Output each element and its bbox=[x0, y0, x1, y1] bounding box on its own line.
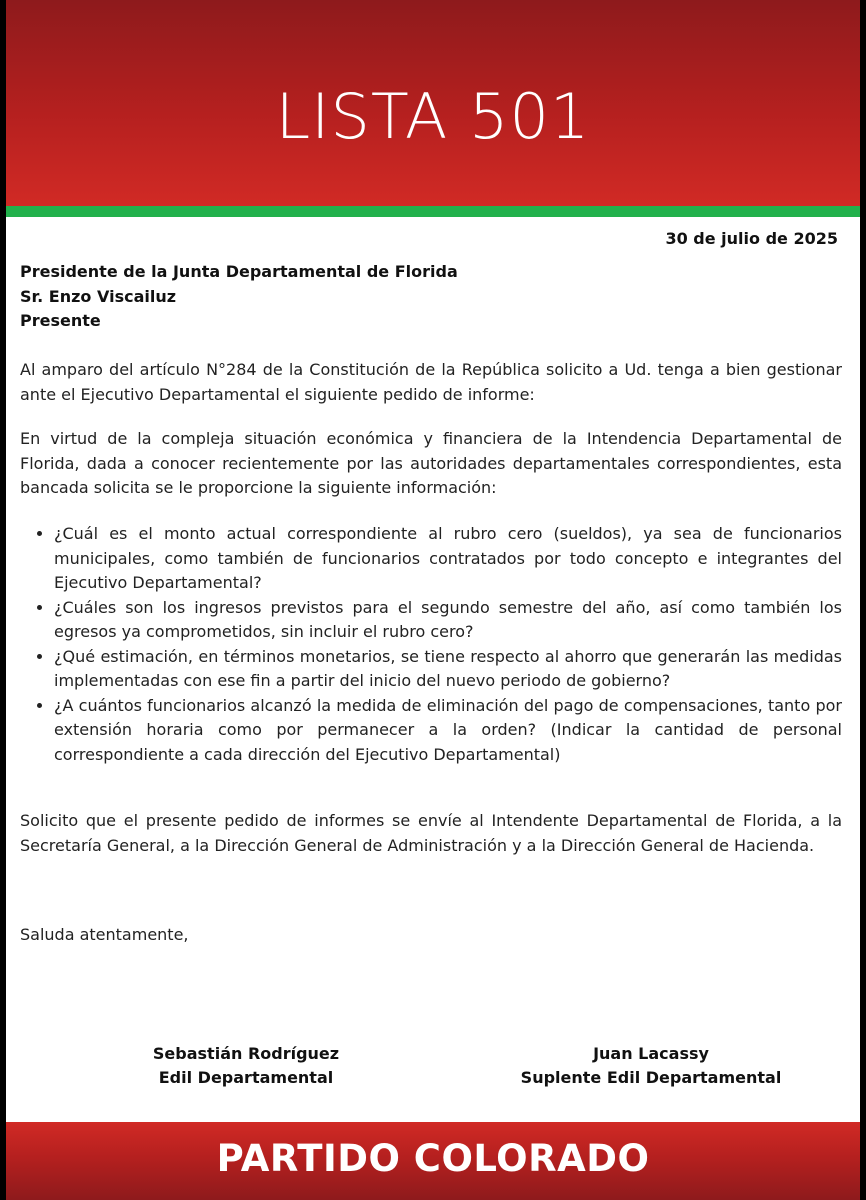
addressee-line: Presente bbox=[20, 311, 101, 330]
signer-name: Sebastián Rodríguez bbox=[152, 1044, 340, 1063]
question-item: • ¿Cuál es el monto actual correspondiente al rubro cero (sueldos), ya sea de funcionarios municipales, como también de funcionarios contratados por todo concepto e integrantes del Ejecutivo Departamental? bbox=[54, 522, 842, 596]
signature-left bbox=[116, 1042, 376, 1090]
questions-list bbox=[20, 522, 842, 767]
addressee-line: Presidente de la Junta Departamental de Florida bbox=[20, 262, 458, 281]
header-banner bbox=[6, 0, 860, 206]
intro-paragraph: Al amparo del artículo N°284 de la Constitución de la República solicito a Ud. tenga a bien gestionar ante el Ejecutivo Departamental el siguiente pedido de informe: bbox=[20, 360, 842, 404]
signature-right bbox=[486, 1042, 816, 1090]
footer-banner bbox=[6, 1122, 860, 1200]
addressee-block bbox=[20, 260, 840, 334]
question-item: • ¿Cuáles son los ingresos previstos para el segundo semestre del año, así como también los egresos ya comprometidos, sin incluir el rubro cero? bbox=[54, 596, 842, 645]
signer-name: Juan Lacassy bbox=[593, 1044, 709, 1063]
list-title: LISTA 501 bbox=[275, 80, 591, 153]
signer-role: Suplente Edil Departamental bbox=[520, 1068, 782, 1087]
context-paragraph: En virtud de la compleja situación económica y financiera de la Intendencia Departamental de Florida, dada a conocer recientemente por las autoridades departamentales correspondientes, esta bancada solicita se le proporcione la siguiente información: bbox=[20, 429, 842, 497]
request-paragraph: Solicito que el presente pedido de informes se envíe al Intendente Departamental de Florida, a la Secretaría General, a la Dirección General de Administración y a la Dirección General de Hacienda. bbox=[20, 811, 842, 855]
signer-role: Edil Departamental bbox=[158, 1068, 334, 1087]
question-item: • ¿A cuántos funcionarios alcanzó la medida de eliminación del pago de compensaciones, tanto por extensión horaria como por permanecer a la orden? (Indicar la cantidad de personal correspondiente a cada dirección del Ejecutivo Departamental) bbox=[54, 694, 842, 768]
letter-date: 30 de julio de 2025 bbox=[665, 229, 838, 248]
letter-page bbox=[6, 0, 860, 1200]
addressee-line: Sr. Enzo Viscailuz bbox=[20, 286, 177, 306]
party-name: PARTIDO COLORADO bbox=[216, 1137, 650, 1180]
green-stripe bbox=[6, 206, 860, 217]
closing-line: Saluda atentamente, bbox=[20, 925, 189, 944]
question-item: • ¿Qué estimación, en términos monetarios, se tiene respecto al ahorro que generarán las medidas implementadas con ese fin a partir del inicio del nuevo periodo de gobierno? bbox=[54, 645, 842, 694]
